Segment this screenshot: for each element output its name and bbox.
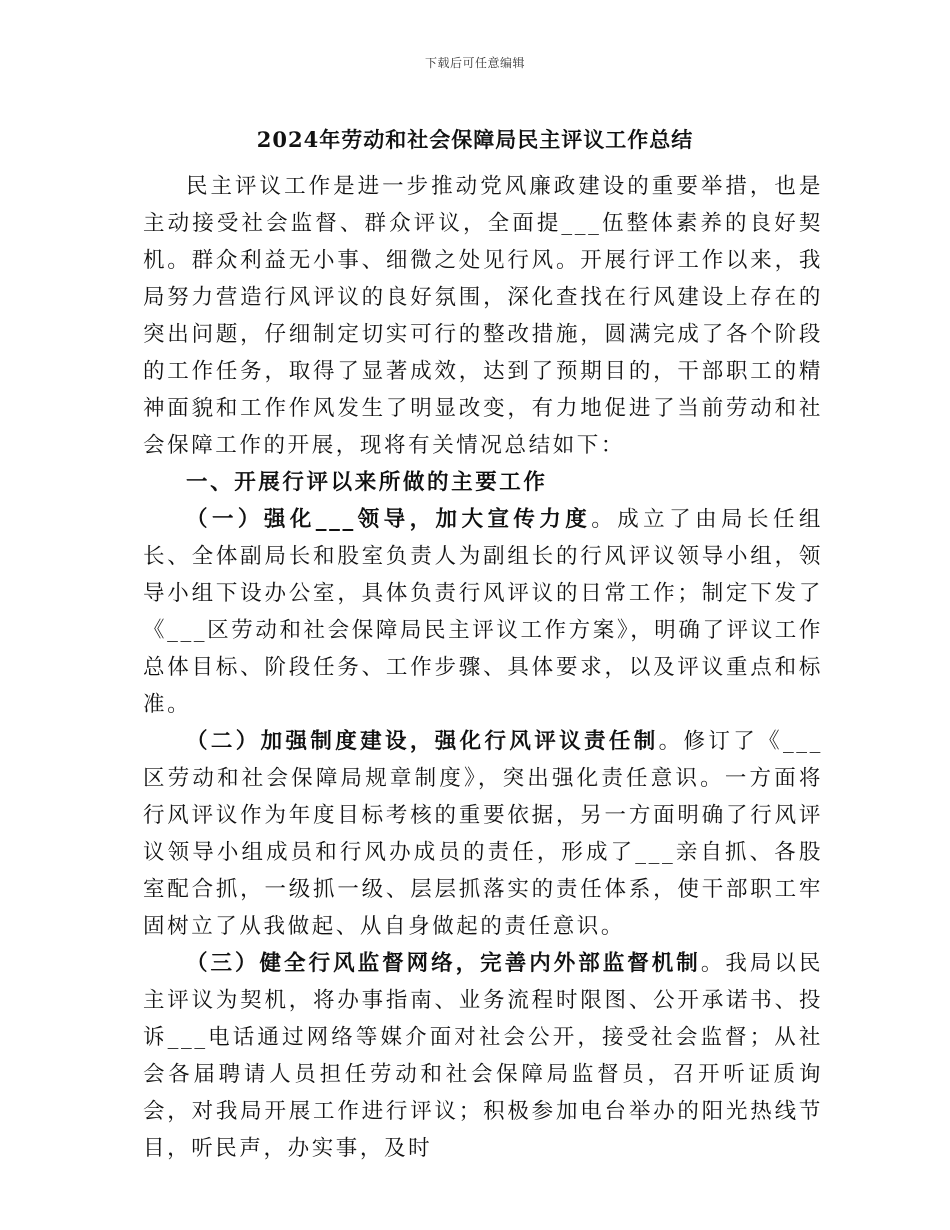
item-text-2: 。修订了《___区劳动和社会保障局规章制度》，突出强化责任意识。一方面将行风评议作为年度目标考核的重要依据，另一方面明确了行风评议领导小组成员和行风办成员的责任，形成了___亲自抓、各股室配合抓，一级抓一级、层层抓落实的责任体系，使干部职工牢固树立了从我做起、从自身做起的责任意识。 <box>143 729 823 939</box>
header-note: 下载后可任意编辑 <box>424 56 525 70</box>
item-lead-1: （一）强化___领导，加大宣传力度 <box>186 507 592 532</box>
intro-paragraph: 民主评议工作是进一步推动党风廉政建设的重要举措，也是主动接受社会监督、群众评议，全面提___伍整体素养的良好契机。群众利益无小事、细微之处见行风。开展行评工作以来，我局努力营造行风评议的良好氛围，深化查找在行风建设上存在的突出问题，仔细制定切实可行的整改措施，圆满完成了各个阶段的工作任务，取得了显著成效，达到了预期目的，干部职工的精神面貌和工作作风发生了明显改变，有力地促进了当前劳动和社会保障工作的开展，现将有关情况总结如下： <box>143 174 823 458</box>
section-heading-1: 一、开展行评以来所做的主要工作 <box>186 470 548 495</box>
document-title: 2024年劳动和社会保障局民主评议工作总结 <box>256 127 694 152</box>
item-lead-2: （二）加强制度建设，强化行风评议责任制 <box>186 729 659 754</box>
item-paragraph-3 <box>143 945 823 1167</box>
item-paragraph-2 <box>143 723 823 945</box>
item-text-1: 。成立了由局长任组长、全体副局长和股室负责人为副组长的行风评议领导小组，领导小组下设办公室，具体负责行风评议的日常工作；制定下发了《___区劳动和社会保障局民主评议工作方案》，明确了评议工作总体目标、阶段任务、工作步骤、具体要求，以及评议重点和标准。 <box>143 507 824 717</box>
document-body <box>143 168 823 1167</box>
item-paragraph-1 <box>143 501 823 723</box>
item-text-3: 。我局以民主评议为契机，将办事指南、业务流程时限图、公开承诺书、投诉___电话通过网络等媒介面对社会公开，接受社会监督；从社会各届聘请人员担任劳动和社会保障局监督员，召开听证质询会，对我局开展工作进行评议；积极参加电台举办的阳光热线节目，听民声，办实事，及时 <box>143 951 823 1161</box>
item-lead-3: （三）健全行风监督网络，完善内外部监督机制 <box>186 951 701 976</box>
